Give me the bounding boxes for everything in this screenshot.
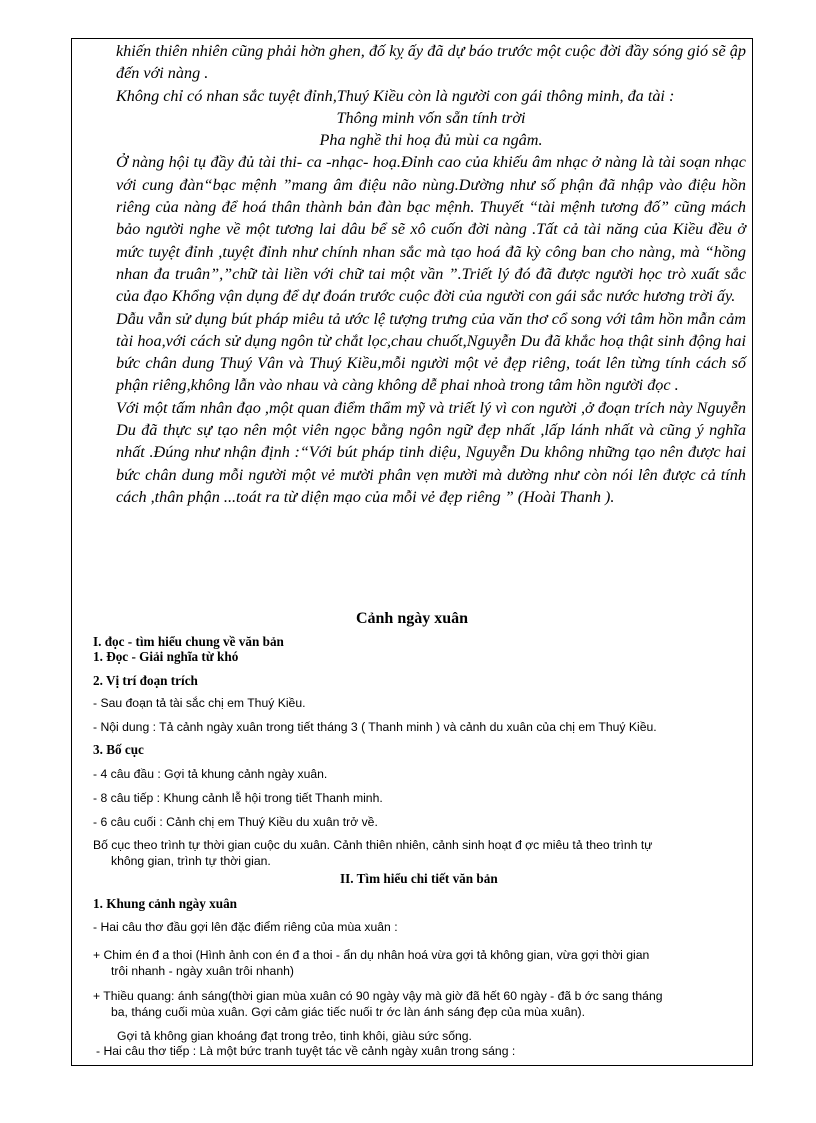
detail-line: Gợi tả không gian khoáng đạt trong trẻo, tinh khôi, giàu sức sống. [117, 1029, 472, 1043]
part1-heading: I. đọc - tìm hiểu chung về văn bản [93, 634, 284, 649]
detail-line: - Hai câu thơ tiếp : Là một bức tranh tuyệt tác về cảnh ngày xuân trong sáng : [96, 1044, 516, 1058]
detail-line: ba, tháng cuối mùa xuân. Gợi cảm giác tiếc nuối tr ớc làn ánh sáng đẹp của mùa xuân). [111, 1005, 585, 1019]
layout-item: - 4 câu đầu : Gợi tả khung cảnh ngày xuân. [93, 767, 328, 781]
part2-heading: II. Tìm hiểu chi tiết văn bản [340, 871, 498, 886]
intro-paragraph: Không chỉ có nhan sắc tuyệt đỉnh,Thuý Kiều còn là người con gái thông minh, đa tài : [116, 86, 675, 105]
subheading-spring-scene: 1. Khung cảnh ngày xuân [93, 896, 238, 911]
content-line: - Nội dung : Tả cảnh ngày xuân trong tiết tháng 3 ( Thanh minh ) và cảnh du xuân của chị em Thuý Kiều. [93, 720, 657, 734]
detail-line: + Thiều quang: ánh sáng(thời gian mùa xuân có 90 ngày vậy mà giờ đã hết 60 ngày - đã b ớc sang tháng [93, 989, 663, 1003]
layout-item: - 8 câu tiếp : Khung cảnh lễ hội trong tiết Thanh minh. [93, 791, 383, 805]
detail-line: + Chim én đ a thoi (Hình ảnh con én đ a thoi - ẩn dụ nhân hoá vừa gợi tả không gian, vừa gợi thời gian [93, 948, 650, 962]
subheading-reading: 1. Đọc - Giải nghĩa từ khó [93, 649, 239, 664]
analysis-paragraph: Ở nàng hội tụ đầy đủ tài thi- ca -nhạc- hoạ.Đỉnh cao của khiếu âm nhạc ở nàng là tài soạn nhạc với cung đàn“bạc mệnh ”mang âm điệu não nùng.Dường như số phận đã nhập vào điệu hồn riêng của nàng để hoá thân thành bản đàn bạc mệnh. Thuyết “tài mệnh tương đố” cũng mách bảo người nghe về một tương lai dâu bể sẽ xô cuốn đời nàng .Tất cả tài năng của Kiều đều ở mức tuyệt đỉnh ,tuyệt đỉnh như chính nhan sắc mà tạo hoá đã kỳ công ban cho nàng, mà “hồng nhan đa truân”,”chữ tài liền với chữ tai một vần ”.Triết lý đó đã được người học trò xuất sắc của đạo Khổng vận dụng để dự đoán trước cuộc đời của người con gái sắc nước hương trời ấy. [116, 153, 746, 306]
intro-paragraph: khiến thiên nhiên cũng phải hờn ghen, đố kỵ ấy đã dự báo trước một cuộc đời đầy sóng gió sẽ ập đến với nàng . [116, 42, 746, 83]
layout-note: Bố cục theo trình tự thời gian cuộc du xuân. Cảnh thiên nhiên, cảnh sinh hoạt đ ợc miêu tả theo trình tự [93, 838, 653, 852]
essay-continuation [116, 40, 746, 508]
layout-item: - 6 câu cuối : Cảnh chị em Thuý Kiều du xuân trở về. [93, 815, 378, 829]
page-frame [71, 38, 753, 1066]
detail-line: trôi nhanh - ngày xuân trôi nhanh) [111, 964, 294, 978]
subheading-position: 2. Vị trí đoạn trích [93, 673, 198, 688]
detail-line: - Hai câu thơ đầu gợi lên đặc điểm riêng của mùa xuân : [93, 920, 398, 934]
layout-note: không gian, trình tự thời gian. [111, 854, 271, 868]
position-line: - Sau đoạn tả tài sắc chị em Thuý Kiều. [93, 696, 306, 710]
verse-line: Thông minh vốn sẵn tính trời [336, 108, 526, 127]
analysis-paragraph: Dẫu vẫn sử dụng bút pháp miêu tả ước lệ tượng trưng của văn thơ cổ song với tâm hồn mẫn cảm tài hoa,với cách sử dụng ngôn từ chắt lọc,chau chuốt,Nguyễn Du đã khắc hoạ thật sinh động hai bức chân dung Thuý Vân và Thuý Kiều,mỗi người một vẻ đẹp riêng, toát lên từng tính cách số phận riêng,không lẫn vào nhau và càng không dễ phai nhoà trong tâm hồn người đọc . [116, 309, 746, 395]
analysis-paragraph: Với một tấm nhân đạo ,một quan điểm thẩm mỹ và triết lý vì con người ,ở đoạn trích này Nguyễn Du đã thực sự tạo nên một viên ngọc bằng ngôn ngữ đẹp nhất ,lấp lánh nhất và cũng ý nghĩa nhất .Đúng như nhận định :“Với bút pháp tinh diệu, Nguyễn Du không những tạo nên được hai bức chân dung mỗi người một vẻ mười phân vẹn mười mà dường như còn nói lên được cả tính cách ,thân phận ...toát ra từ diện mạo của mỗi vẻ đẹp riêng ” (Hoài Thanh ). [116, 398, 746, 506]
section-title: Cảnh ngày xuân [355, 610, 469, 627]
verse-line: Pha nghề thi hoạ đủ mùi ca ngâm. [319, 131, 543, 150]
subheading-layout: 3. Bố cục [93, 742, 144, 757]
